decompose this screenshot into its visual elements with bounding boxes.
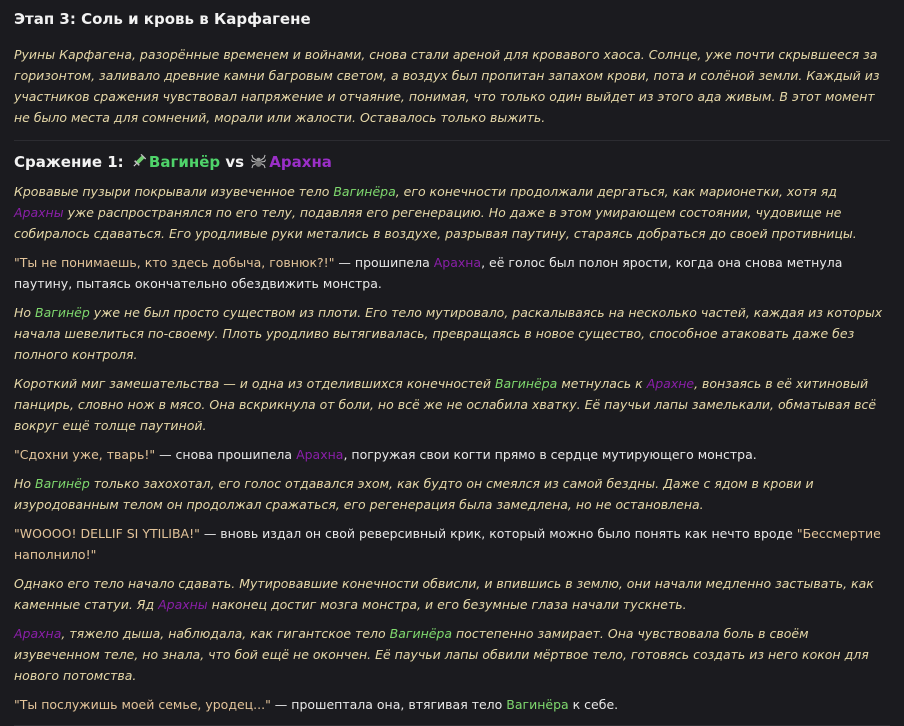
paragraph-4: Короткий миг замешательства — и одна из отделившихся конечностей Вагинёра метнулась к Арахне, вонзаясь в её хитиновый панцирь, словно нож в мясо. Она вскрикнула от боли, но всё же не ослабила хватку. Её паучьи лапы замелькали, обматывая всё вокруг ещё толще паутиной. <box>14 376 877 433</box>
battle-heading <box>14 153 890 171</box>
vs-label: vs <box>225 153 245 171</box>
paragraph-7: "WOOOO! DELLIF SI YTILIBA!" — вновь издал он свой реверсивный крик, который можно было понять как нечто вроде "Бессмертие наполнило!" <box>14 526 881 562</box>
name-arahna: Арахна <box>14 626 62 641</box>
fighter-1-name: Вагинёр <box>148 153 221 171</box>
name-arahna: Арахне <box>646 376 695 391</box>
quote: "Ты послужишь моей семье, уродец..." <box>14 697 271 712</box>
syringe-icon <box>131 154 146 169</box>
paragraph-8: Однако его тело начало сдавать. Мутировавшие конечности обвисли, и впившись в землю, они начали медленно застывать, как каменные статуи. Яд Арахны наконец достиг мозга монстра, и его безумные глаза начали тускнеть. <box>14 576 874 612</box>
paragraph-3: Но Вагинёр уже не был просто существом из плоти. Его тело мутировало, раскалываясь на несколько частей, каждая из которых начала шевелиться по-своему. Плоть уродливо вытягивалась, превращаясь в новое существо, способное атаковать даже без полного контроля. <box>14 305 883 362</box>
paragraph-2: "Ты не понимаешь, кто здесь добыча, говнюк?!" — прошипела Арахна, её голос был полон ярости, когда она снова метнула паутину, пытаясь окончательно обездвижить монстра. <box>14 255 843 291</box>
name-vaginer: Вагинёра <box>333 184 396 199</box>
paragraph-10: "Ты послужишь моей семье, уродец..." — прошептала она, втягивая тело Вагинёра к себе. <box>14 697 619 712</box>
battle-prefix: Сражение 1: <box>14 153 124 171</box>
fighter-2-name: Арахна <box>269 153 332 171</box>
name-vaginer: Вагинёр <box>35 305 90 320</box>
name-arahna: Арахна <box>433 255 482 270</box>
name-vaginer: Вагинёра <box>506 697 569 712</box>
paragraph-6: Но Вагинёр только захохотал, его голос отдавался эхом, как будто он смеялся из самой бездны. Даже с ядом в крови и изуродованным телом он продолжал сражаться, его регенерация была замедлена, но не остановлена. <box>14 476 814 512</box>
name-vaginer: Вагинёра <box>494 376 558 391</box>
stage-title: Этап 3: Соль и кровь в Карфагене <box>14 10 311 28</box>
quote: "WOOOO! DELLIF SI YTILIBA!" <box>14 526 200 541</box>
paragraph-5: "Сдохни уже, тварь!" — снова прошипела Арахна, погружая свои когти прямо в сердце мутирующего монстра. <box>14 447 757 462</box>
spider-icon <box>251 154 266 169</box>
quote: "Бессмертие наполнило!" <box>14 526 881 562</box>
name-vaginer: Вагинёр <box>35 476 90 491</box>
name-vaginer: Вагинёра <box>389 626 453 641</box>
intro-paragraph: Руины Карфагена, разорённые временем и войнами, снова стали ареной для кровавого хаоса. Солнце, уже почти скрывшееся за горизонтом, заливало древние камни багровым светом, а воздух был пропитан запахом крови, пота и солёной земли. Каждый из участников сражения чувствовал напряжение и отчаяние, понимая, что только один выйдет из этого ада живым. В этот момент не было места для сомнений, морали или жалости. Оставалось только выжить. <box>14 47 880 125</box>
quote: "Ты не понимаешь, кто здесь добыча, говнюк?!" <box>14 255 335 270</box>
name-arahna: Арахны <box>14 205 64 220</box>
name-arahna: Арахна <box>296 447 344 462</box>
quote: "Сдохни уже, тварь!" <box>14 447 156 462</box>
section-divider <box>14 140 890 141</box>
paragraph-9: Арахна, тяжело дыша, наблюдала, как гигантское тело Вагинёра постепенно замирает. Она чувствовала боль в своём изувеченном теле, но знала, что бой ещё не окончен. Её паучьи лапы обвили мёртвое тело, готовясь создать из него кокон для нового потомства. <box>14 626 869 683</box>
name-arahna: Арахны <box>158 597 208 612</box>
paragraph-1: Кровавые пузыри покрывали изувеченное тело Вагинёра, его конечности продолжали дергаться, как марионетки, хотя яд Арахны уже распространялся по его телу, подавляя его регенерацию. Но даже в этом умирающем состоянии, чудовище не собиралось сдаваться. Его уродливые руки метались в воздухе, разрывая паутину, стараясь добраться до своей противницы. <box>14 184 857 241</box>
